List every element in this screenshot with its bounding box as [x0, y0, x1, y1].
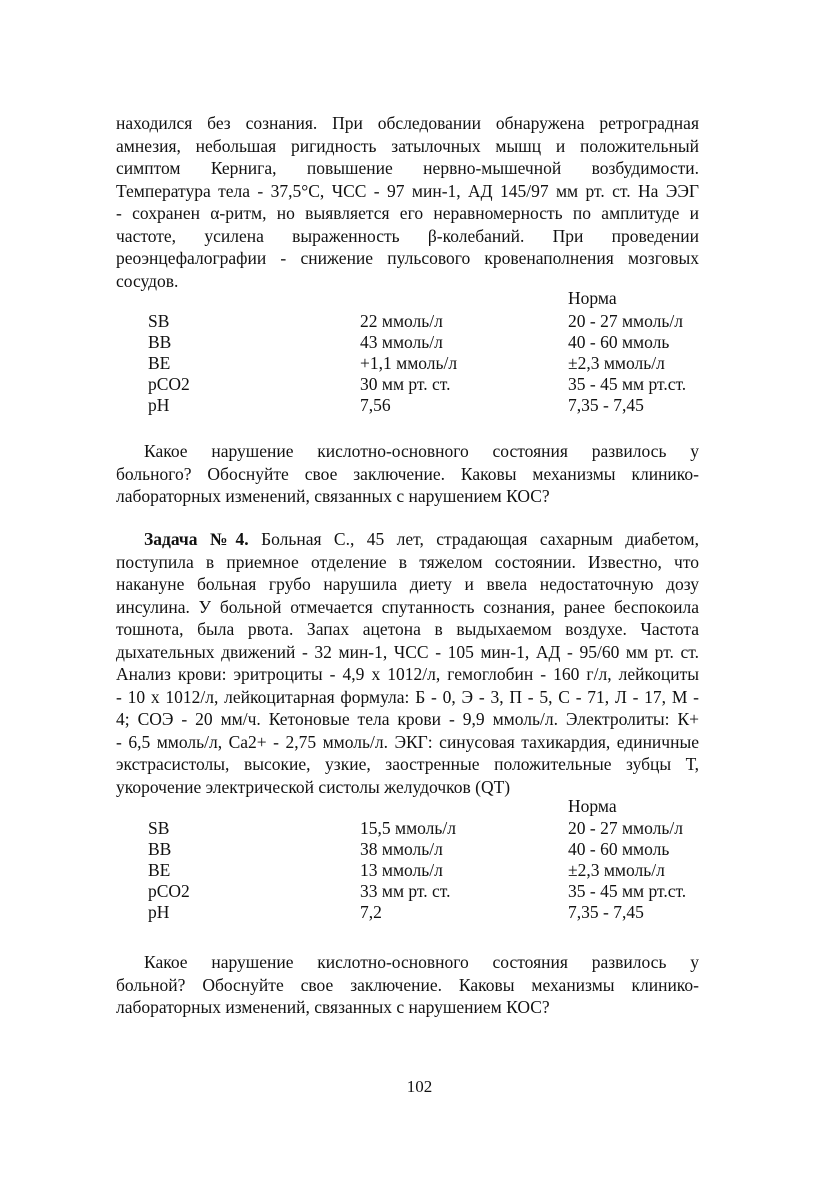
param-cell: BE — [148, 860, 171, 880]
table-row — [148, 332, 708, 353]
intro-line: реоэнцефалографии - снижение пульсового кровенаполнения мозговых — [116, 248, 699, 268]
task-line: Больная С., 45 лет, страдающая сахарным диабетом, — [261, 529, 699, 549]
value-cell: 30 мм рт. ст. — [360, 374, 451, 394]
intro-line: - сохранен α-ритм, но выявляется его неравномерность по амплитуде и — [116, 203, 699, 223]
value-cell: 43 ммоль/л — [360, 332, 443, 352]
intro-line: Температура тела - 37,5°С, ЧСС - 97 мин-1, АД 145/97 мм рт. ст. На ЭЭГ — [116, 180, 699, 201]
task-line: укорочение электрической систолы желудочков (QT) — [116, 776, 511, 797]
norm-cell: 35 - 45 мм рт.ст. — [568, 374, 687, 394]
param-cell: pCO2 — [148, 881, 190, 901]
table-row — [148, 374, 708, 395]
intro-paragraph — [116, 112, 699, 292]
question-line: лабораторных изменений, связанных с нарушением КОС? — [116, 997, 550, 1017]
intro-line: находился без сознания. При обследовании обнаружена ретроградная — [116, 113, 699, 133]
table-row — [148, 839, 708, 860]
question-line: Какое нарушение кислотно-основного состояния развилось у — [144, 952, 699, 972]
norm-header: Норма — [568, 288, 617, 308]
task-line: инсулина. У больной отмечается спутанность сознания, ранее беспокоила — [116, 596, 699, 617]
param-cell: BB — [148, 332, 172, 352]
question-2 — [116, 951, 699, 1019]
table-row — [148, 902, 708, 923]
task-line: накануне больная грубо нарушила диету и ввела недостаточную дозу — [116, 574, 699, 594]
norm-cell: 40 - 60 ммоль — [568, 839, 670, 859]
task-title: Задача №4. — [144, 529, 249, 549]
task-line: Анализ крови: эритроциты - 4,9 х 1012/л, гемоглобин - 160 г/л, лейкоциты — [116, 664, 699, 684]
norm-cell: 20 - 27 ммоль/л — [568, 311, 683, 331]
task-first-line — [116, 528, 699, 551]
table-row — [148, 395, 708, 416]
task-line: экстрасистолы, высокие, узкие, заостренные положительные зубцы Т, — [116, 754, 699, 774]
table-row — [148, 860, 708, 881]
value-cell: 7,56 — [360, 395, 391, 415]
lab-table-2 — [148, 818, 708, 923]
value-cell: 13 ммоль/л — [360, 860, 443, 880]
task-line: поступила в приемное отделение в тяжелом состоянии. Известно, что — [116, 551, 699, 572]
table-row — [148, 311, 708, 332]
value-cell: 38 ммоль/л — [360, 839, 443, 859]
param-cell: SB — [148, 818, 170, 838]
param-cell: pH — [148, 395, 170, 415]
intro-line: частоте, усилена выраженность β-колебаний. При проведении — [116, 225, 699, 246]
param-cell: pCO2 — [148, 374, 190, 394]
value-cell: 33 мм рт. ст. — [360, 881, 451, 901]
norm-cell: ±2,3 ммоль/л — [568, 860, 665, 880]
param-cell: SB — [148, 311, 170, 331]
norm-header: Норма — [568, 796, 617, 816]
table-row — [148, 353, 708, 374]
param-cell: BE — [148, 353, 171, 373]
question-line: Какое нарушение кислотно-основного состояния развилось у — [144, 441, 699, 461]
norm-cell: 7,35 - 7,45 — [568, 395, 644, 415]
question-1 — [116, 440, 699, 508]
norm-cell: 7,35 - 7,45 — [568, 902, 644, 922]
table-row — [148, 881, 708, 902]
task-line: - 10 х 1012/л, лейкоцитарная формула: Б - 0, Э - 3, П - 5, С - 71, Л - 17, М - — [116, 686, 699, 707]
intro-line: симптом Кернига, повышение нервно-мышечной возбудимости. — [116, 158, 699, 178]
task-line: тошнота, была рвота. Запах ацетона в выдыхаемом воздухе. Частота — [116, 619, 699, 639]
value-cell: 15,5 ммоль/л — [360, 818, 456, 838]
norm-cell: 20 - 27 ммоль/л — [568, 818, 683, 838]
norm-cell: 35 - 45 мм рт.ст. — [568, 881, 687, 901]
task-line: - 6,5 ммоль/л, Са2+ - 2,75 ммоль/л. ЭКГ: синусовая тахикардия, единичные — [116, 731, 699, 752]
table-row — [148, 818, 708, 839]
norm-cell: ±2,3 ммоль/л — [568, 353, 665, 373]
param-cell: pH — [148, 902, 170, 922]
question-line: больного? Обоснуйте свое заключение. Каковы механизмы клинико- — [116, 463, 699, 484]
page-number: 102 — [406, 1077, 433, 1096]
param-cell: BB — [148, 839, 172, 859]
norm-cell: 40 - 60 ммоль — [568, 332, 670, 352]
value-cell: 7,2 — [360, 902, 382, 922]
lab-table-1 — [148, 311, 708, 416]
value-cell: +1,1 ммоль/л — [360, 353, 458, 373]
task-line: дыхательных движений - 32 мин-1, ЧСС - 105 мин-1, АД - 95/60 мм рт. ст. — [116, 641, 699, 662]
value-cell: 22 ммоль/л — [360, 311, 443, 331]
question-line: больной? Обоснуйте свое заключение. Каковы механизмы клинико- — [116, 974, 699, 995]
task-line: 4; СОЭ - 20 мм/ч. Кетоновые тела крови - 9,9 ммоль/л. Электролиты: К+ — [116, 709, 699, 729]
question-line: лабораторных изменений, связанных с нарушением КОС? — [116, 486, 550, 506]
intro-line: амнезия, небольшая ригидность затылочных мышц и положительный — [116, 135, 699, 156]
intro-line: сосудов. — [116, 270, 179, 291]
task-4 — [116, 528, 699, 798]
